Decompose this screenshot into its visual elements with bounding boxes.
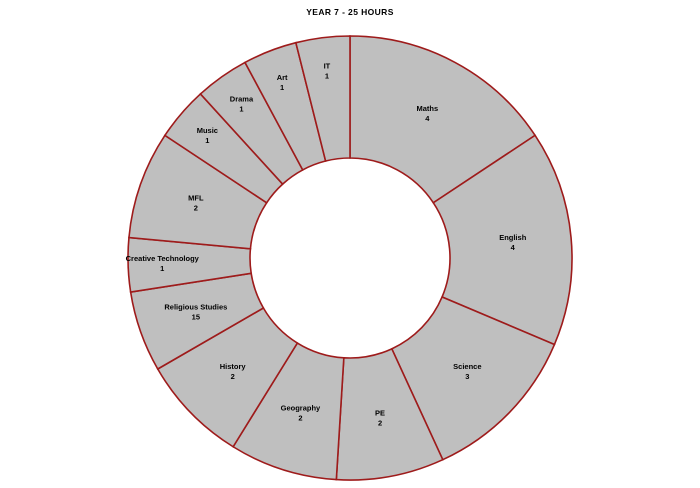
slice-label: Science <box>453 361 482 371</box>
slice-value: 2 <box>230 371 235 381</box>
slice-label: History <box>219 361 246 371</box>
slice-value: 2 <box>193 203 198 213</box>
slice-label: Maths <box>416 103 439 113</box>
slice-label: Art <box>276 72 288 82</box>
slice-value: 2 <box>298 413 303 423</box>
slice-value: 3 <box>465 371 470 381</box>
slice-value: 4 <box>425 113 430 123</box>
slice-value: 2 <box>377 418 383 428</box>
chart-title: YEAR 7 - 25 HOURS <box>306 7 394 17</box>
slice-label: PE <box>375 408 386 418</box>
slice-label: IT <box>323 61 331 71</box>
slice-value: 1 <box>324 71 330 81</box>
slice-label: Religious Studies <box>164 302 228 312</box>
slice-label: Geography <box>280 403 321 413</box>
slice-value: 4 <box>510 242 515 252</box>
slice-label: Drama <box>229 94 254 104</box>
slice-label: MFL <box>188 193 204 203</box>
slice-value: 1 <box>280 82 285 92</box>
slice-value: 1 <box>239 104 244 114</box>
slice-value: 1 <box>205 135 210 145</box>
slice-value: 15 <box>191 312 201 322</box>
slice-label: Creative Technology <box>125 253 199 263</box>
slice-label: English <box>499 232 527 242</box>
slice-value: 1 <box>160 263 165 273</box>
slice-label: Music <box>196 125 218 135</box>
